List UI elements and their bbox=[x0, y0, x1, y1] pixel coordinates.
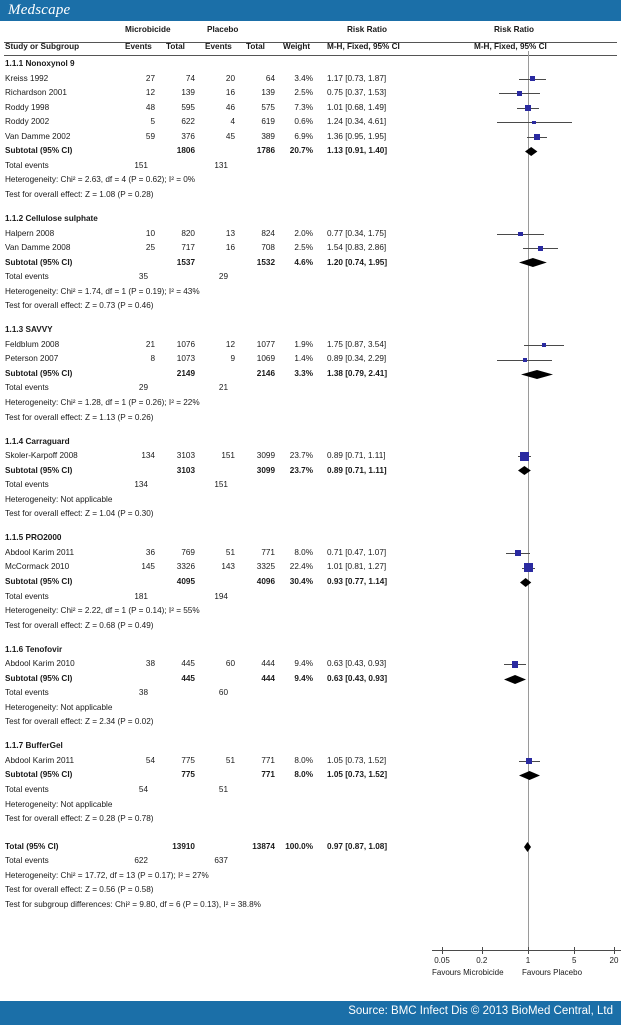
study-weight: 8.0% bbox=[294, 547, 313, 557]
x-axis-tick bbox=[482, 947, 483, 954]
summary-diamond bbox=[518, 466, 531, 475]
subgroup-heading-1.1.1: 1.1.1 Nonoxynol 9 bbox=[5, 59, 75, 68]
study-weight: 0.6% bbox=[294, 117, 313, 127]
column-group-placebo: Placebo bbox=[207, 25, 239, 34]
total-events-microbicide: 35 bbox=[138, 272, 148, 282]
subtotal-total-placebo: 771 bbox=[261, 770, 275, 780]
study-total-placebo: 3325 bbox=[256, 562, 275, 572]
subtotal-total-placebo: 1786 bbox=[256, 146, 275, 156]
study-total-placebo: 64 bbox=[265, 73, 275, 83]
study-events-microbicide: 21 bbox=[145, 339, 155, 349]
subtotal-total-microbicide: 445 bbox=[181, 673, 195, 683]
total-events-placebo: 151 bbox=[214, 480, 228, 490]
study-risk-ratio: 0.89 [0.71, 1.11] bbox=[327, 451, 386, 461]
study-risk-ratio: 1.54 [0.83, 2.86] bbox=[327, 243, 387, 253]
overall-effect-text: Test for overall effect: Z = 1.04 (P = 0.30) bbox=[5, 509, 154, 519]
summary-diamond bbox=[525, 147, 537, 156]
x-axis-tick-label: 0.2 bbox=[476, 956, 488, 965]
x-axis-tick-label: 5 bbox=[571, 956, 577, 965]
grand-total-weight: 100.0% bbox=[285, 841, 313, 851]
summary-diamond bbox=[521, 370, 553, 379]
study-total-microbicide: 717 bbox=[181, 243, 195, 253]
subtotal-risk-ratio: 0.89 [0.71, 1.11] bbox=[327, 465, 387, 475]
study-events-placebo: 20 bbox=[225, 73, 235, 83]
total-events-microbicide: 181 bbox=[134, 591, 148, 601]
subtotal-total-placebo: 3099 bbox=[256, 465, 275, 475]
heterogeneity-text: Heterogeneity: Not applicable bbox=[5, 702, 113, 712]
study-total-placebo: 139 bbox=[261, 88, 275, 98]
study-label: Kreiss 1992 bbox=[5, 73, 49, 83]
subgroup-heading-1.1.4: 1.1.4 Carraguard bbox=[5, 436, 70, 446]
study-label: Feldblum 2008 bbox=[5, 339, 60, 349]
total-events-placebo: 131 bbox=[214, 160, 228, 170]
subtotal-weight: 23.7% bbox=[289, 465, 313, 475]
study-effect-marker bbox=[530, 76, 535, 81]
axis-label-favours-placebo: Favours Placebo bbox=[522, 968, 583, 977]
source-credit: Source: BMC Infect Dis © 2013 BioMed Central, Ltd bbox=[348, 1005, 613, 1017]
null-effect-line bbox=[528, 51, 529, 950]
study-label: Van Damme 2002 bbox=[5, 131, 71, 141]
study-risk-ratio: 1.05 [0.73, 1.52] bbox=[327, 755, 387, 765]
study-total-placebo: 444 bbox=[261, 659, 275, 669]
study-events-placebo: 16 bbox=[225, 243, 235, 253]
study-events-microbicide: 54 bbox=[145, 755, 155, 765]
study-effect-marker bbox=[538, 246, 543, 251]
forest-plot-graphic-area bbox=[432, 21, 621, 1001]
study-weight: 9.4% bbox=[294, 659, 313, 669]
summary-diamond bbox=[520, 578, 531, 587]
study-label: Roddy 1998 bbox=[5, 102, 50, 112]
study-weight: 2.0% bbox=[294, 228, 313, 238]
study-weight: 2.5% bbox=[294, 88, 313, 98]
total-events-placebo: 29 bbox=[218, 272, 228, 282]
study-events-microbicide: 10 bbox=[145, 228, 155, 238]
column-header-events-placebo: Events bbox=[205, 42, 232, 51]
column-header-rr-model: M-H, Fixed, 95% CI bbox=[327, 42, 400, 51]
total-events-microbicide: 54 bbox=[138, 785, 148, 795]
study-total-microbicide: 139 bbox=[181, 88, 195, 98]
subtotal-risk-ratio: 0.63 [0.43, 0.93] bbox=[327, 673, 388, 683]
axis-label-favours-microbicide: Favours Microbicide bbox=[432, 968, 504, 977]
subgroup-differences-text: Test for subgroup differences: Chi² = 9.80, df = 6 (P = 0.13), I² = 38.8% bbox=[5, 899, 261, 909]
study-events-microbicide: 8 bbox=[150, 354, 155, 364]
study-weight: 7.3% bbox=[294, 102, 313, 112]
study-effect-marker bbox=[524, 563, 533, 572]
x-axis-tick-label: 0.05 bbox=[434, 956, 450, 965]
subtotal-label: Subtotal (95% CI) bbox=[5, 770, 73, 780]
study-events-microbicide: 134 bbox=[141, 451, 155, 461]
study-total-microbicide: 622 bbox=[181, 117, 195, 127]
subgroup-heading-1.1.3: 1.1.3 SAVVY bbox=[5, 325, 53, 335]
subtotal-label: Subtotal (95% CI) bbox=[5, 146, 73, 156]
study-effect-marker bbox=[523, 358, 527, 362]
study-events-placebo: 13 bbox=[225, 228, 235, 238]
x-axis-tick bbox=[574, 947, 575, 954]
grand-total-total-microbicide: 13910 bbox=[172, 841, 195, 851]
study-total-placebo: 1069 bbox=[256, 354, 275, 364]
total-events-label: Total events bbox=[5, 688, 49, 698]
study-total-microbicide: 820 bbox=[181, 228, 195, 238]
heterogeneity-text: Heterogeneity: Chi² = 2.63, df = 4 (P = 0.62); I² = 0% bbox=[5, 175, 196, 185]
study-events-placebo: 46 bbox=[225, 102, 235, 112]
study-total-microbicide: 769 bbox=[181, 547, 195, 557]
x-axis-tick-label: 1 bbox=[525, 956, 531, 965]
column-group-microbicide: Microbicide bbox=[125, 25, 171, 34]
study-events-microbicide: 25 bbox=[145, 243, 155, 253]
total-events-label: Total events bbox=[5, 785, 49, 795]
subtotal-total-microbicide: 1806 bbox=[176, 146, 195, 156]
subtotal-risk-ratio: 1.05 [0.73, 1.52] bbox=[327, 770, 388, 780]
total-events-label: Total events bbox=[5, 591, 49, 601]
study-label: Richardson 2001 bbox=[5, 88, 67, 98]
study-weight: 6.9% bbox=[294, 131, 313, 141]
subgroup-heading-1.1.6: 1.1.6 Tenofovir bbox=[5, 644, 63, 654]
x-axis-line bbox=[432, 950, 621, 951]
study-total-microbicide: 1076 bbox=[176, 339, 195, 349]
subgroup-heading-1.1.2: 1.1.2 Cellulose sulphate bbox=[5, 213, 98, 223]
subtotal-label: Subtotal (95% CI) bbox=[5, 257, 73, 267]
column-header-total-placebo: Total bbox=[246, 42, 265, 51]
study-risk-ratio: 0.75 [0.37, 1.53] bbox=[327, 88, 387, 98]
heterogeneity-text: Heterogeneity: Chi² = 2.22, df = 1 (P = 0.14); I² = 55% bbox=[5, 606, 200, 616]
study-events-placebo: 45 bbox=[225, 131, 235, 141]
subtotal-weight: 3.3% bbox=[294, 368, 313, 378]
study-risk-ratio: 0.71 [0.47, 1.07] bbox=[327, 547, 387, 557]
study-effect-marker bbox=[515, 550, 521, 556]
source-footer-bar bbox=[0, 1001, 621, 1025]
study-risk-ratio: 1.01 [0.68, 1.49] bbox=[327, 102, 387, 112]
grand-total-total-placebo: 13874 bbox=[252, 841, 275, 851]
subtotal-weight: 9.4% bbox=[294, 673, 313, 683]
study-risk-ratio: 1.17 [0.73, 1.87] bbox=[327, 73, 387, 83]
column-header-study: Study or Subgroup bbox=[5, 42, 80, 51]
medscape-logo: Medscape bbox=[8, 2, 71, 18]
study-events-placebo: 4 bbox=[230, 117, 235, 127]
overall-effect-text: Test for overall effect: Z = 2.34 (P = 0.02) bbox=[5, 717, 154, 727]
subtotal-total-microbicide: 775 bbox=[181, 770, 195, 780]
subtotal-weight: 20.7% bbox=[289, 146, 313, 156]
subtotal-weight: 30.4% bbox=[289, 576, 313, 586]
subtotal-weight: 8.0% bbox=[294, 770, 313, 780]
subtotal-label: Subtotal (95% CI) bbox=[5, 673, 73, 683]
study-effect-marker bbox=[518, 232, 522, 236]
study-risk-ratio: 1.24 [0.34, 4.61] bbox=[327, 117, 387, 127]
study-risk-ratio: 1.36 [0.95, 1.95] bbox=[327, 131, 387, 141]
study-total-placebo: 619 bbox=[261, 117, 275, 127]
study-events-microbicide: 145 bbox=[141, 562, 155, 572]
summary-diamond bbox=[519, 771, 540, 780]
total-events-label: Total events bbox=[5, 160, 49, 170]
study-events-placebo: 51 bbox=[225, 755, 235, 765]
study-weight: 22.4% bbox=[289, 562, 313, 572]
study-events-placebo: 60 bbox=[225, 659, 235, 669]
total-events-microbicide: 38 bbox=[138, 688, 148, 698]
total-heterogeneity-text: Heterogeneity: Chi² = 17.72, df = 13 (P = 0.17); I² = 27% bbox=[5, 870, 209, 880]
study-total-placebo: 771 bbox=[261, 547, 275, 557]
study-total-microbicide: 3326 bbox=[176, 562, 195, 572]
study-events-placebo: 9 bbox=[230, 354, 235, 364]
study-events-placebo: 12 bbox=[225, 339, 235, 349]
study-weight: 1.4% bbox=[294, 354, 313, 364]
study-total-microbicide: 3103 bbox=[176, 451, 195, 461]
summary-diamond bbox=[519, 258, 547, 267]
subgroup-heading-1.1.7: 1.1.7 BufferGel bbox=[5, 741, 63, 751]
study-total-microbicide: 775 bbox=[181, 755, 195, 765]
study-total-placebo: 771 bbox=[261, 755, 275, 765]
overall-effect-text: Test for overall effect: Z = 0.28 (P = 0.78) bbox=[5, 814, 154, 824]
column-header-weight: Weight bbox=[283, 42, 311, 51]
heterogeneity-text: Heterogeneity: Not applicable bbox=[5, 494, 113, 504]
study-events-microbicide: 5 bbox=[150, 117, 155, 127]
study-total-microbicide: 595 bbox=[181, 102, 195, 112]
study-label: Abdool Karim 2011 bbox=[5, 755, 75, 765]
study-label: Abdool Karim 2011 bbox=[5, 547, 75, 557]
study-total-microbicide: 1073 bbox=[176, 354, 195, 364]
study-effect-marker bbox=[517, 91, 522, 96]
study-risk-ratio: 0.63 [0.43, 0.93] bbox=[327, 659, 387, 669]
total-events-microbicide: 134 bbox=[134, 480, 148, 490]
heterogeneity-text: Heterogeneity: Not applicable bbox=[5, 799, 113, 809]
study-events-placebo: 151 bbox=[221, 451, 235, 461]
study-effect-marker bbox=[526, 758, 532, 764]
subtotal-risk-ratio: 1.38 [0.79, 2.41] bbox=[327, 368, 388, 378]
study-label: Abdool Karim 2010 bbox=[5, 659, 75, 669]
total-events-label: Total events bbox=[5, 856, 49, 866]
column-group-risk-ratio-plot: Risk Ratio bbox=[494, 25, 535, 34]
medscape-brand-bar bbox=[0, 0, 621, 21]
study-events-placebo: 143 bbox=[221, 562, 235, 572]
study-effect-marker bbox=[520, 452, 529, 461]
column-header-total-microbicide: Total bbox=[166, 42, 185, 51]
study-label: Roddy 2002 bbox=[5, 117, 50, 127]
study-total-placebo: 575 bbox=[261, 102, 275, 112]
study-risk-ratio: 1.01 [0.81, 1.27] bbox=[327, 562, 387, 572]
subtotal-total-microbicide: 3103 bbox=[176, 465, 195, 475]
total-events-label: Total events bbox=[5, 272, 49, 282]
study-events-microbicide: 12 bbox=[145, 88, 155, 98]
study-events-placebo: 16 bbox=[225, 88, 235, 98]
study-effect-marker bbox=[532, 121, 536, 125]
total-events-microbicide: 151 bbox=[134, 160, 148, 170]
heterogeneity-text: Heterogeneity: Chi² = 1.28, df = 1 (P = 0.26); I² = 22% bbox=[5, 398, 200, 407]
study-effect-marker bbox=[542, 343, 546, 347]
study-total-microbicide: 376 bbox=[181, 131, 195, 141]
study-events-microbicide: 27 bbox=[145, 73, 155, 83]
total-events-label: Total events bbox=[5, 480, 49, 490]
total-events-placebo: 637 bbox=[214, 856, 228, 866]
total-events-placebo: 60 bbox=[218, 688, 228, 698]
study-total-placebo: 1077 bbox=[256, 339, 275, 349]
summary-diamond bbox=[524, 842, 531, 852]
study-total-microbicide: 74 bbox=[185, 73, 195, 83]
total-events-microbicide: 29 bbox=[138, 383, 148, 393]
study-events-microbicide: 48 bbox=[145, 102, 155, 112]
column-header-rr-model-plot: M-H, Fixed, 95% CI bbox=[474, 42, 547, 51]
subtotal-total-placebo: 4096 bbox=[256, 576, 275, 586]
x-axis-tick bbox=[442, 947, 443, 954]
subgroup-heading-1.1.5: 1.1.5 PRO2000 bbox=[5, 533, 62, 543]
subtotal-total-placebo: 1532 bbox=[256, 257, 275, 267]
study-total-microbicide: 445 bbox=[181, 659, 195, 669]
subtotal-total-microbicide: 1537 bbox=[176, 257, 195, 267]
column-group-risk-ratio-numeric: Risk Ratio bbox=[347, 25, 388, 34]
x-axis-tick bbox=[528, 947, 529, 954]
column-header-events-microbicide: Events bbox=[125, 42, 152, 51]
study-label: McCormack 2010 bbox=[5, 562, 70, 572]
study-weight: 23.7% bbox=[289, 451, 313, 461]
subtotal-label: Subtotal (95% CI) bbox=[5, 576, 73, 586]
subtotal-total-placebo: 444 bbox=[261, 673, 275, 683]
study-label: Halpern 2008 bbox=[5, 228, 55, 238]
subtotal-risk-ratio: 1.13 [0.91, 1.40] bbox=[327, 146, 388, 156]
grand-total-risk-ratio: 0.97 [0.87, 1.08] bbox=[327, 841, 388, 851]
study-effect-marker bbox=[525, 105, 531, 111]
study-effect-marker bbox=[534, 134, 540, 140]
study-total-placebo: 389 bbox=[261, 131, 275, 141]
study-total-placebo: 708 bbox=[261, 243, 275, 253]
study-events-microbicide: 36 bbox=[145, 547, 155, 557]
study-label: Van Damme 2008 bbox=[5, 243, 71, 253]
forest-plot-figure bbox=[0, 21, 621, 1001]
study-weight: 3.4% bbox=[294, 73, 313, 83]
subtotal-total-microbicide: 2149 bbox=[176, 368, 195, 378]
subtotal-total-microbicide: 4095 bbox=[176, 576, 195, 586]
study-events-placebo: 51 bbox=[225, 547, 235, 557]
study-weight: 8.0% bbox=[294, 755, 313, 765]
study-risk-ratio: 0.89 [0.34, 2.29] bbox=[327, 354, 387, 364]
summary-diamond bbox=[504, 675, 526, 684]
study-risk-ratio: 1.75 [0.87, 3.54] bbox=[327, 339, 387, 349]
heterogeneity-text: Heterogeneity: Chi² = 1.74, df = 1 (P = 0.19); I² = 43% bbox=[5, 286, 200, 296]
total-events-placebo: 194 bbox=[214, 591, 228, 601]
study-weight: 1.9% bbox=[294, 339, 313, 349]
study-events-microbicide: 59 bbox=[145, 131, 155, 141]
study-risk-ratio: 0.77 [0.34, 1.75] bbox=[327, 228, 387, 238]
total-events-placebo: 51 bbox=[218, 785, 228, 795]
subtotal-total-placebo: 2146 bbox=[256, 368, 275, 378]
study-events-microbicide: 38 bbox=[145, 659, 155, 669]
subtotal-label: Subtotal (95% CI) bbox=[5, 465, 73, 475]
x-axis-tick bbox=[614, 947, 615, 954]
total-events-label: Total events bbox=[5, 383, 49, 393]
total-events-microbicide: 622 bbox=[134, 856, 148, 866]
study-weight: 2.5% bbox=[294, 243, 313, 253]
subtotal-label: Subtotal (95% CI) bbox=[5, 368, 73, 378]
overall-effect-text: Test for overall effect: Z = 0.68 (P = 0.49) bbox=[5, 620, 154, 630]
study-total-placebo: 824 bbox=[261, 228, 275, 238]
study-effect-marker bbox=[512, 661, 518, 667]
subtotal-weight: 4.6% bbox=[294, 257, 313, 267]
study-label: Peterson 2007 bbox=[5, 354, 59, 364]
grand-total-label: Total (95% CI) bbox=[5, 841, 59, 851]
subtotal-risk-ratio: 1.20 [0.74, 1.95] bbox=[327, 257, 388, 267]
overall-effect-text: Test for overall effect: Z = 1.13 (P = 0.26) bbox=[5, 412, 154, 422]
subtotal-risk-ratio: 0.93 [0.77, 1.14] bbox=[327, 576, 388, 586]
total-overall-effect-text: Test for overall effect: Z = 0.56 (P = 0.58) bbox=[5, 885, 154, 895]
study-total-placebo: 3099 bbox=[256, 451, 275, 461]
overall-effect-text: Test for overall effect: Z = 1.08 (P = 0.28) bbox=[5, 189, 154, 199]
x-axis-tick-label: 20 bbox=[609, 956, 619, 965]
overall-effect-text: Test for overall effect: Z = 0.73 (P = 0.46) bbox=[5, 301, 154, 311]
total-events-placebo: 21 bbox=[218, 383, 228, 393]
study-label: Skoler-Karpoff 2008 bbox=[5, 451, 78, 461]
